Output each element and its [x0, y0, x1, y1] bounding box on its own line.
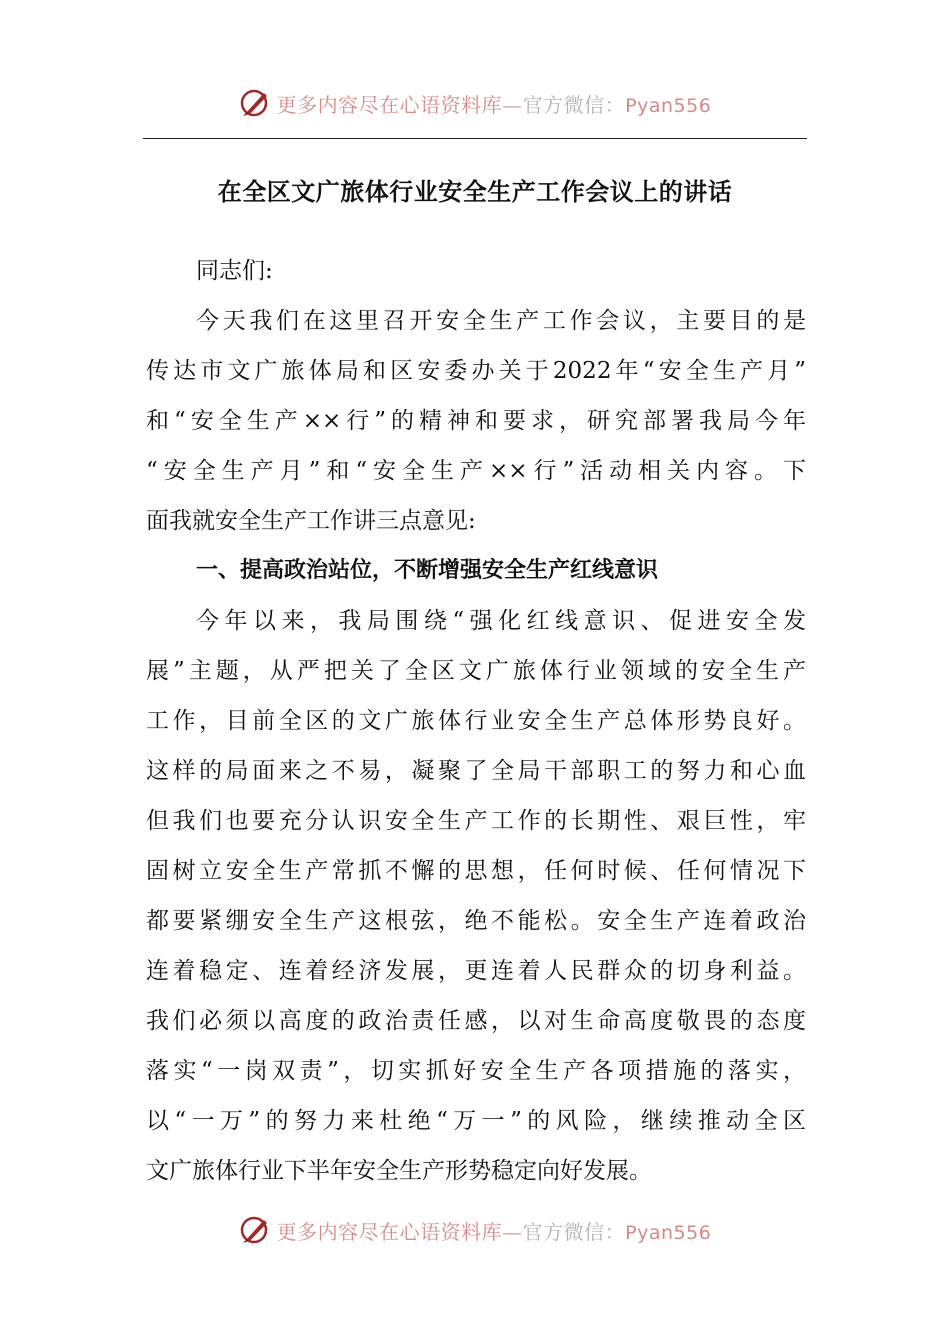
paragraph-line: “安全生产月”和“安全生产××行”活动相关内容。下 [146, 458, 806, 484]
paragraph-line: 今年以来，我局围绕“强化红线意识、促进安全发 [196, 608, 806, 634]
pen-logo-icon [239, 87, 271, 119]
banner-text: 更多内容尽在心语资料库—官方微信：Pyan556 [276, 92, 712, 117]
paragraph-line: 都要紧绷安全生产这根弦，绝不能松。安全生产连着政治 [146, 908, 806, 934]
pen-logo-icon [239, 1214, 271, 1246]
paragraph-line: 我们必须以高度的政治责任感，以对生命高度敬畏的态度 [146, 1008, 806, 1034]
paragraph-line: 落实“一岗双责”，切实抓好安全生产各项措施的落实， [146, 1058, 806, 1084]
paragraph-line: 这样的局面来之不易，凝聚了全局干部职工的努力和心血 [146, 758, 806, 784]
header-rule [143, 138, 807, 139]
salutation: 同志们: [196, 258, 273, 284]
paragraph-line: 但我们也要充分认识安全生产工作的长期性、艰巨性，牢 [146, 808, 806, 834]
paragraph-line: 固树立安全生产常抓不懈的思想，任何时候、任何情况下 [146, 858, 806, 884]
header-banner [0, 83, 950, 123]
paragraph-line: 以“一万”的努力来杜绝“万一”的风险，继续推动全区 [146, 1108, 806, 1134]
paragraph-line: 展”主题，从严把关了全区文广旅体行业领域的安全生产 [146, 658, 806, 684]
paragraph-line: 传达市文广旅体局和区安委办关于2022年“安全生产月” [146, 358, 806, 384]
banner-text: 更多内容尽在心语资料库—官方微信：Pyan556 [276, 1219, 712, 1244]
document-body [146, 246, 806, 1196]
paragraph-line: 面我就安全生产工作讲三点意见: [146, 508, 476, 534]
footer-banner [0, 1210, 950, 1250]
document-title: 在全区文广旅体行业安全生产工作会议上的讲话 [217, 177, 733, 206]
paragraph-line: 和“安全生产××行”的精神和要求，研究部署我局今年 [146, 408, 806, 434]
paragraph-line: 文广旅体行业下半年安全生产形势稳定向好发展。 [146, 1158, 652, 1184]
paragraph-line: 工作，目前全区的文广旅体行业安全生产总体形势良好。 [146, 708, 806, 734]
paragraph-line: 连着稳定、连着经济发展，更连着人民群众的切身利益。 [146, 958, 806, 984]
paragraph-line: 今天我们在这里召开安全生产工作会议，主要目的是 [196, 308, 806, 334]
section-heading: 一、提高政治站位，不断增强安全生产红线意识 [196, 558, 659, 583]
